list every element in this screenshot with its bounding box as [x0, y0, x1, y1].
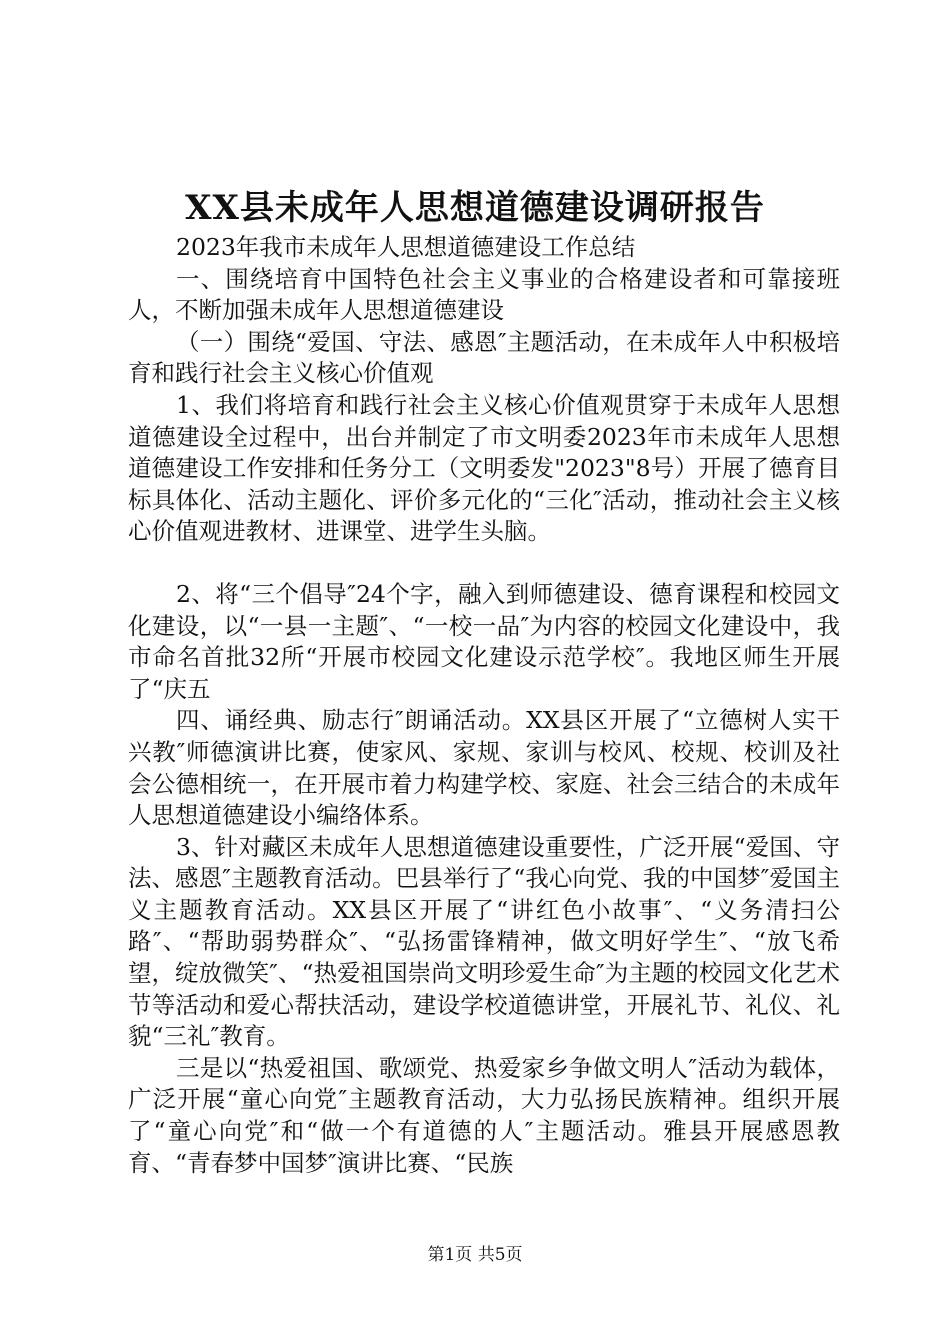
- document-title: XX县未成年人思想道德建设调研报告: [185, 188, 765, 228]
- paragraph-point-three: 三是以“热爱祖国、歌颂党、热爱家乡争做文明人″活动为载体，广泛开展“童心向党″主题教育活动，大力弘扬民族精神。组织开展了“童心向党″和“做一个有道德的人″主题活动。雅县开展感恩教育、“青春梦中国梦″演讲比赛、“民族: [128, 1053, 840, 1177]
- paragraph-subtitle: 2023年我市未成年人思想道德建设工作总结: [176, 233, 636, 261]
- paragraph-section-four: 四、诵经典、励志行″朗诵活动。XX县区开展了“立德树人实干兴教″师德演讲比赛，使家风、家规、家训与校风、校规、校训及社会公德相统一，在开展市着力构建学校、家庭、社会三结合的未成年人思想道德建设小编络体系。: [128, 706, 840, 830]
- document-body: [128, 232, 840, 1179]
- paragraph-section-one: 一、围绕培育中国特色社会主义事业的合格建设者和可靠接班人，不断加强未成年人思想道德建设: [128, 264, 840, 325]
- paragraph-subsection-one: （一）围绕“爱国、守法、感恩″主题活动，在未成年人中积极培育和践行社会主义核心价值观: [128, 327, 840, 388]
- paragraph-item-two: 2、将“三个倡导″24个字，融入到师德建设、德育课程和校园文化建设，以“一县一主题″、“一校一品″为内容的校园文化建设中，我市命名首批32所“开展市校园文化建设示范学校″。我地区师生开展了“庆五: [128, 579, 840, 703]
- paragraph-item-one: 1、我们将培育和践行社会主义核心价值观贯穿于未成年人思想道德建设全过程中，出台并制定了市文明委2023年市未成年人思想道德建设工作安排和任务分工（文明委发"2023"8号）开展了德育目标具体化、活动主题化、评价多元化的“三化″活动，推动社会主义核心价值观进教材、进课堂、进学生头脑。: [128, 390, 840, 546]
- page-number-footer: 第1页 共5页: [427, 1245, 523, 1265]
- paragraph-item-three: 3、针对藏区未成年人思想道德建设重要性，广泛开展“爱国、守法、感恩″主题教育活动。巴县举行了“我心向党、我的中国梦″爱国主义主题教育活动。XX县区开展了“讲红色小故事″、“义务清扫公路″、“帮助弱势群众″、“弘扬雷锋精神，做文明好学生″、“放飞希望，绽放微笑″、“热爱祖国崇尚文明珍爱生命″为主题的校园文化艺术节等活动和爱心帮扶活动，建设学校道德讲堂，开展礼节、礼仪、礼貌“三礼″教育。: [128, 832, 840, 1051]
